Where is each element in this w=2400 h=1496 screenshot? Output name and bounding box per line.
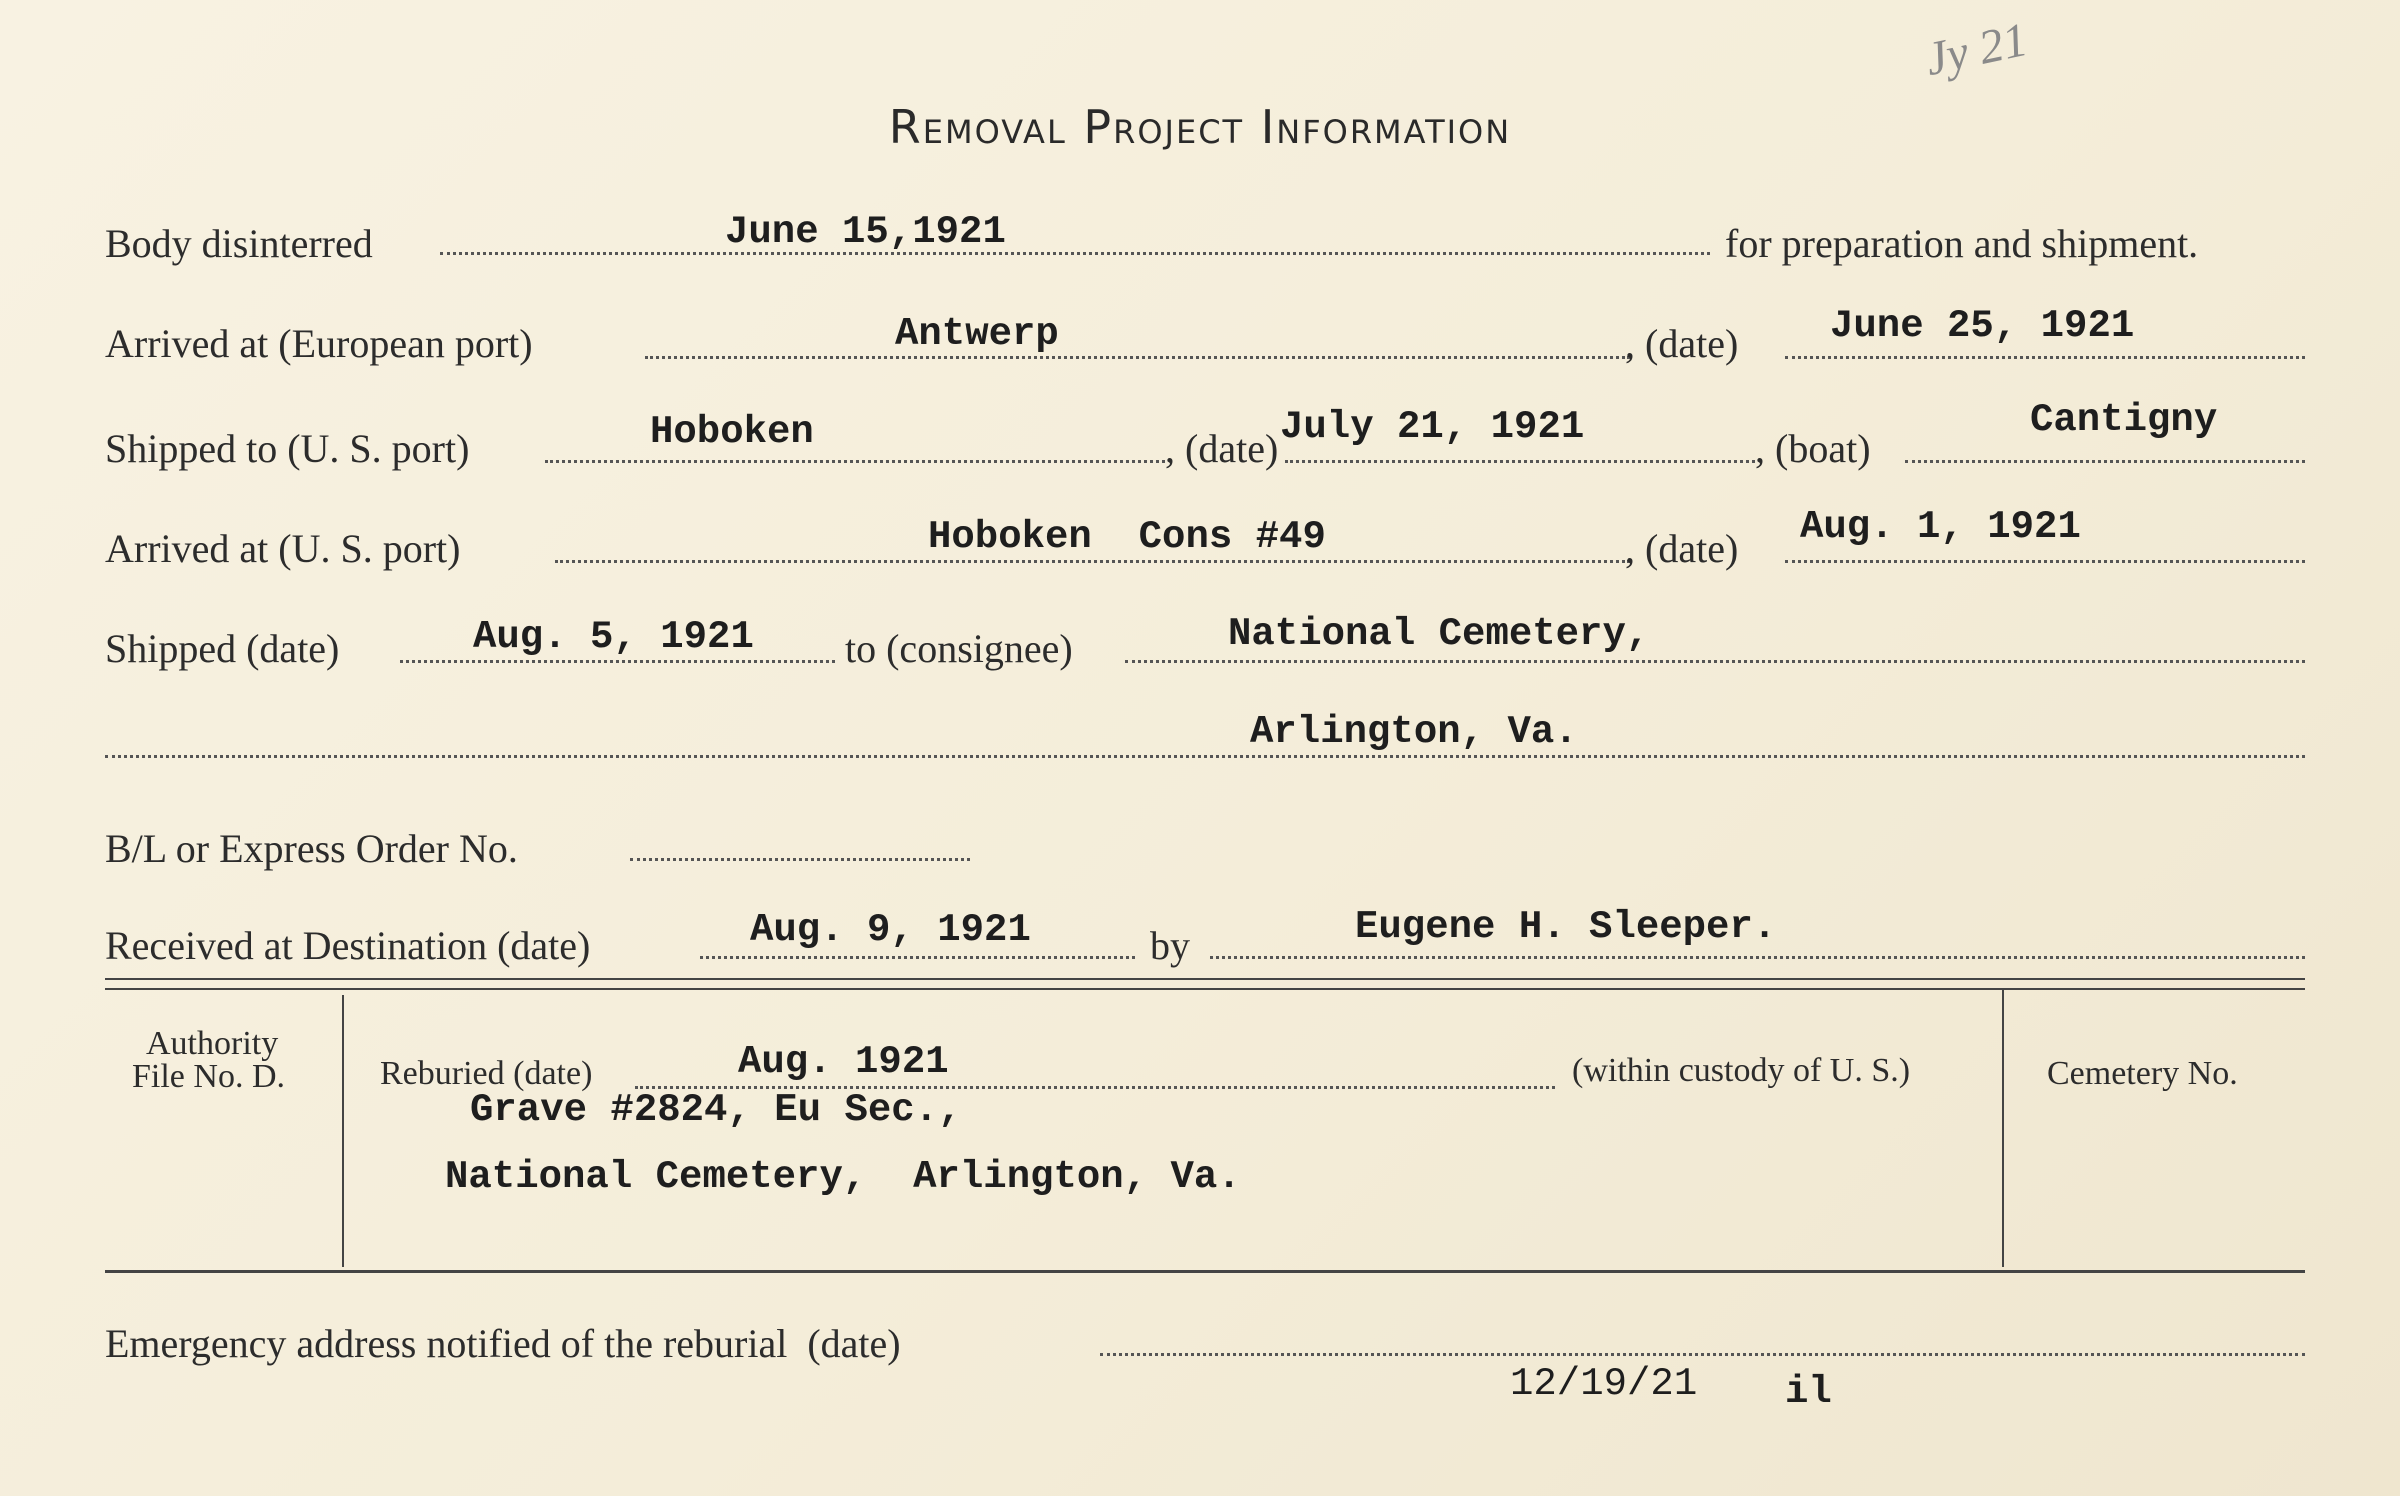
shipped-boat-label: , (boat) — [1755, 426, 1871, 471]
grave-line-2: National Cemetery, Arlington, Va. — [445, 1155, 1241, 1199]
shipped-boat-value: Cantigny — [2030, 398, 2218, 442]
custody-note: (within custody of U. S.) — [1572, 1052, 1911, 1089]
arrived-us-port-value: Hoboken Cons #49 — [928, 515, 1326, 559]
body-disinterred-suffix: for preparation and shipment. — [1725, 221, 2199, 266]
shipped-us-port-line — [545, 460, 1165, 463]
consignee-value-line1: National Cemetery, — [1228, 612, 1650, 656]
body-disinterred-label: Body disinterred — [105, 221, 373, 266]
consignee-line-2 — [105, 755, 2305, 758]
emergency-label: Emergency address notified of the reburial (date) — [105, 1321, 901, 1366]
box-top-rule-2 — [105, 988, 2305, 990]
received-date-line — [700, 956, 1135, 959]
received-label: Received at Destination (date) — [105, 923, 591, 968]
corner-handwritten-note: Jy 21 — [1920, 12, 2032, 87]
arrived-european-label: Arrived at (European port) — [105, 321, 533, 366]
authority-label: Authority — [146, 1025, 279, 1062]
received-date-value: Aug. 9, 1921 — [750, 908, 1031, 952]
arrived-us-port-date-line — [1785, 560, 2305, 563]
shipped-us-port-value: Hoboken — [650, 410, 814, 454]
shipped-us-port-date: July 21, 1921 — [1280, 405, 1585, 449]
shipped-us-port-date-line — [1285, 460, 1755, 463]
arrived-european-value: Antwerp — [895, 312, 1059, 356]
box-divider-left — [342, 995, 344, 1267]
shipped-us-port-label: Shipped to (U. S. port) — [105, 426, 470, 471]
arrived-european-date: June 25, 1921 — [1830, 304, 2135, 348]
box-bottom-rule — [105, 1270, 2305, 1273]
bl-order-line — [630, 858, 970, 861]
shipped-boat-line — [1905, 460, 2305, 463]
consignee-line-1 — [1125, 660, 2305, 663]
reburied-label: Reburied (date) — [380, 1055, 593, 1092]
arrived-us-port-date-label: , (date) — [1625, 526, 1739, 571]
body-disinterred-value: June 15,1921 — [725, 210, 1006, 254]
shipped-date-line — [400, 660, 835, 663]
reburied-date-value: Aug. 1921 — [738, 1040, 949, 1084]
arrived-european-date-line — [1785, 356, 2305, 359]
emergency-date-value: 12/19/21 — [1510, 1362, 1698, 1406]
arrived-european-date-label: , (date) — [1625, 321, 1739, 366]
consignee-label: to (consignee) — [845, 626, 1073, 671]
emergency-line — [1100, 1353, 2305, 1356]
arrived-us-port-date: Aug. 1, 1921 — [1800, 505, 2081, 549]
emergency-initials: il — [1785, 1370, 1832, 1414]
box-divider-right — [2002, 990, 2004, 1267]
file-no-label: File No. D. — [132, 1058, 285, 1095]
arrived-us-port-line — [555, 560, 1630, 563]
shipped-date-label: Shipped (date) — [105, 626, 340, 671]
consignee-value-line2: Arlington, Va. — [1250, 710, 1578, 754]
grave-line-1: Grave #2824, Eu Sec., — [470, 1088, 962, 1132]
shipped-date-value: Aug. 5, 1921 — [473, 615, 754, 659]
arrived-european-line — [645, 356, 1630, 359]
received-by-line — [1210, 956, 2305, 959]
cemetery-no-label: Cemetery No. — [2047, 1055, 2238, 1092]
bl-order-label: B/L or Express Order No. — [105, 826, 518, 871]
received-by-value: Eugene H. Sleeper. — [1355, 905, 1777, 949]
arrived-us-port-label: Arrived at (U. S. port) — [105, 526, 461, 571]
box-top-rule-1 — [105, 978, 2305, 980]
body-disinterred-line — [440, 252, 1710, 255]
card-title: Removal Project Information — [888, 100, 1512, 154]
shipped-us-port-date-label: , (date) — [1165, 426, 1279, 471]
received-by-label: by — [1150, 923, 1190, 968]
